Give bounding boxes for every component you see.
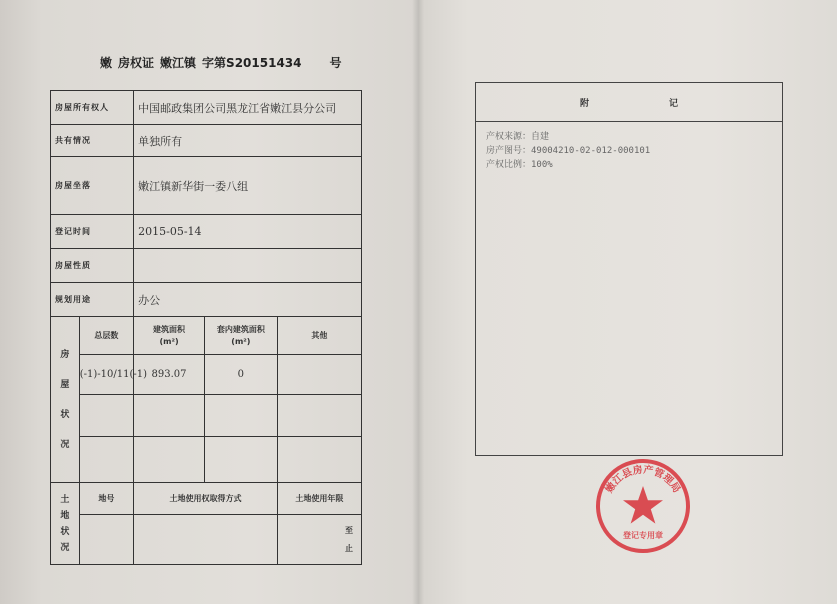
seal-arc-text: 嫩江县房产管理局 — [604, 464, 682, 495]
certificate-heading — [100, 54, 370, 71]
seal-star-icon — [623, 486, 663, 524]
owner-label: 房屋所有权人 — [51, 91, 134, 125]
status-col-other: 其他 — [277, 317, 361, 355]
status-cell — [79, 395, 133, 437]
date-value: 2015-05-14 — [134, 215, 362, 249]
land-label: 土 地 状 况 — [51, 483, 80, 565]
share-value: 单独所有 — [134, 125, 362, 157]
date-row — [51, 215, 362, 249]
use-row — [51, 283, 362, 317]
date-label: 登记时间 — [51, 215, 134, 249]
register-table — [50, 90, 362, 565]
attachment-line: 产权比例：100% — [486, 160, 553, 170]
land-row — [51, 515, 362, 565]
nature-value — [134, 249, 362, 283]
attachment-line: 房产图号：49004210-02-012-000101 — [486, 146, 651, 156]
heading-prefix: 嫩 — [100, 56, 113, 70]
location-label: 房屋坐落 — [51, 157, 134, 215]
nature-row — [51, 249, 362, 283]
heading-town: 嫩江镇 — [160, 56, 197, 70]
land-col-method: 土地使用权取得方式 — [134, 483, 278, 515]
heading-suffix: 号 — [329, 56, 342, 70]
attachment-line: 产权来源：自建 — [486, 132, 550, 142]
land-cell — [134, 515, 278, 565]
land-col-number: 地号 — [79, 483, 133, 515]
seal-inner-text: 登记专用章 — [623, 531, 663, 540]
share-row — [51, 125, 362, 157]
status-col-inner-area: 套内建筑面积 (m²) — [204, 317, 277, 355]
status-row — [51, 437, 362, 483]
land-term-cell: 至 止 — [277, 515, 361, 565]
status-col-floors: 总层数 — [79, 317, 133, 355]
nature-label: 房屋性质 — [51, 249, 134, 283]
status-row — [51, 395, 362, 437]
status-cell — [277, 395, 361, 437]
attachment-title-left: 附 — [579, 98, 669, 109]
owner-row — [51, 91, 362, 125]
attachment-title — [476, 83, 782, 122]
use-value: 办公 — [134, 283, 362, 317]
status-cell: (-1)-10/11(-1) — [79, 355, 133, 395]
land-col-term: 土地使用年限 — [277, 483, 361, 515]
status-cell — [134, 395, 205, 437]
official-seal — [592, 456, 694, 554]
status-row — [51, 355, 362, 395]
use-label: 规划用途 — [51, 283, 134, 317]
location-value: 嫩江镇新华街一委八组 — [134, 157, 362, 215]
status-cell — [79, 437, 133, 483]
land-cell — [79, 515, 133, 565]
land-header-row — [51, 483, 362, 515]
status-cell — [277, 355, 361, 395]
status-cell — [277, 437, 361, 483]
status-cell — [204, 437, 277, 483]
heading-number: 字第S20151434 — [202, 56, 302, 70]
status-cell — [204, 395, 277, 437]
heading-cert-name: 房权证 — [118, 56, 155, 70]
attachment-box — [475, 82, 783, 456]
attachment-lines — [476, 122, 782, 180]
status-cell: 893.07 — [134, 355, 205, 395]
status-cell: 0 — [204, 355, 277, 395]
location-row — [51, 157, 362, 215]
attachment-title-right: 记 — [669, 98, 759, 109]
share-label: 共有情况 — [51, 125, 134, 157]
status-col-area: 建筑面积 (m²) — [134, 317, 205, 355]
owner-value: 中国邮政集团公司黑龙江省嫩江县分公司 — [134, 91, 362, 125]
status-header-row — [51, 317, 362, 355]
status-cell — [134, 437, 205, 483]
status-label: 房 屋 状 况 — [51, 317, 80, 483]
page-fold — [412, 0, 424, 604]
